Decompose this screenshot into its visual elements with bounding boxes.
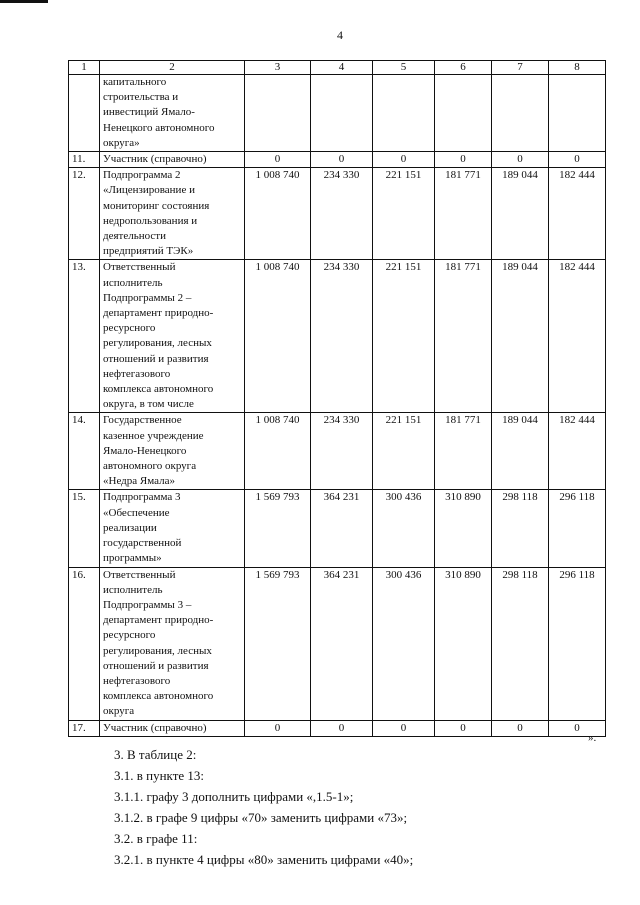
value-cell: 221 151 bbox=[373, 413, 435, 490]
value-cell: 1 008 740 bbox=[245, 260, 311, 413]
value-cell: 298 118 bbox=[492, 567, 549, 720]
amendment-line: 3.2.1. в пункте 4 цифры «80» заменить цифрами «40»; bbox=[114, 852, 414, 867]
value-cell: 182 444 bbox=[549, 260, 606, 413]
value-cell bbox=[373, 75, 435, 152]
row-description: Государственное казенное учреждение Ямало-Ненецкого автономного округа «Недра Ямала» bbox=[100, 413, 245, 490]
value-cell: 189 044 bbox=[492, 168, 549, 260]
value-cell: 0 bbox=[311, 152, 373, 168]
row-number bbox=[69, 75, 100, 152]
value-cell: 221 151 bbox=[373, 168, 435, 260]
table-row bbox=[69, 168, 606, 260]
table-row bbox=[69, 75, 606, 152]
value-cell: 298 118 bbox=[492, 490, 549, 567]
value-cell: 300 436 bbox=[373, 490, 435, 567]
value-cell: 0 bbox=[245, 152, 311, 168]
amendment-line: 3. В таблице 2: bbox=[114, 747, 197, 762]
value-cell: 296 118 bbox=[549, 567, 606, 720]
value-cell bbox=[245, 75, 311, 152]
row-description: Ответственный исполнитель Подпрограммы 2 – департамент природно- ресурсного регулирования, лесных отношений и развития нефтегазового комплекса автономного округа, в том числе bbox=[100, 260, 245, 413]
row-number: 12. bbox=[69, 168, 100, 260]
value-cell: 0 bbox=[549, 720, 606, 736]
value-cell: 182 444 bbox=[549, 413, 606, 490]
value-cell: 300 436 bbox=[373, 567, 435, 720]
row-number: 15. bbox=[69, 490, 100, 567]
table-body bbox=[69, 75, 606, 737]
value-cell: 0 bbox=[492, 152, 549, 168]
row-description: капитального строительства и инвестиций Ямало- Ненецкого автономного округа» bbox=[100, 75, 245, 152]
row-description: Участник (справочно) bbox=[100, 720, 245, 736]
amendment-list bbox=[114, 744, 413, 870]
table-row bbox=[69, 567, 606, 720]
value-cell: 221 151 bbox=[373, 260, 435, 413]
column-header: 8 bbox=[549, 61, 606, 75]
value-cell: 0 bbox=[373, 720, 435, 736]
value-cell: 0 bbox=[245, 720, 311, 736]
row-number: 14. bbox=[69, 413, 100, 490]
value-cell bbox=[311, 75, 373, 152]
row-description: Подпрограмма 2 «Лицензирование и мониторинг состояния недропользования и деятельности предприятий ТЭК» bbox=[100, 168, 245, 260]
value-cell: 181 771 bbox=[435, 260, 492, 413]
table-row bbox=[69, 490, 606, 567]
value-cell: 234 330 bbox=[311, 413, 373, 490]
page-number: 4 bbox=[337, 28, 343, 42]
value-cell: 0 bbox=[435, 152, 492, 168]
closing-quote: ». bbox=[588, 732, 597, 744]
table-row bbox=[69, 152, 606, 168]
column-header: 4 bbox=[311, 61, 373, 75]
table-row bbox=[69, 413, 606, 490]
value-cell: 234 330 bbox=[311, 168, 373, 260]
amendment-line: 3.2. в графе 11: bbox=[114, 831, 198, 846]
column-header: 6 bbox=[435, 61, 492, 75]
value-cell: 181 771 bbox=[435, 168, 492, 260]
column-header: 7 bbox=[492, 61, 549, 75]
column-header: 1 bbox=[69, 61, 100, 75]
row-number: 16. bbox=[69, 567, 100, 720]
value-cell: 0 bbox=[492, 720, 549, 736]
value-cell: 1 569 793 bbox=[245, 490, 311, 567]
amendment-line: 3.1. в пункте 13: bbox=[114, 768, 205, 783]
value-cell: 181 771 bbox=[435, 413, 492, 490]
table-header-row bbox=[69, 61, 606, 75]
value-cell: 0 bbox=[435, 720, 492, 736]
column-header: 3 bbox=[245, 61, 311, 75]
value-cell: 0 bbox=[373, 152, 435, 168]
value-cell: 364 231 bbox=[311, 490, 373, 567]
column-header: 5 bbox=[373, 61, 435, 75]
value-cell: 189 044 bbox=[492, 260, 549, 413]
row-number: 11. bbox=[69, 152, 100, 168]
value-cell bbox=[435, 75, 492, 152]
amendment-line: 3.1.2. в графе 9 цифры «70» заменить цифрами «73»; bbox=[114, 810, 408, 825]
value-cell: 234 330 bbox=[311, 260, 373, 413]
budget-table bbox=[68, 60, 606, 737]
value-cell: 1 569 793 bbox=[245, 567, 311, 720]
value-cell: 364 231 bbox=[311, 567, 373, 720]
row-number: 17. bbox=[69, 720, 100, 736]
row-description: Участник (справочно) bbox=[100, 152, 245, 168]
row-description: Подпрограмма 3 «Обеспечение реализации государственной программы» bbox=[100, 490, 245, 567]
value-cell: 0 bbox=[549, 152, 606, 168]
value-cell: 0 bbox=[311, 720, 373, 736]
value-cell: 310 890 bbox=[435, 567, 492, 720]
value-cell: 296 118 bbox=[549, 490, 606, 567]
value-cell: 1 008 740 bbox=[245, 413, 311, 490]
value-cell: 1 008 740 bbox=[245, 168, 311, 260]
row-description: Ответственный исполнитель Подпрограммы 3 – департамент природно- ресурсного регулирования, лесных отношений и развития нефтегазового комплекса автономного округа bbox=[100, 567, 245, 720]
corner-mark bbox=[0, 0, 48, 3]
column-header: 2 bbox=[100, 61, 245, 75]
value-cell bbox=[492, 75, 549, 152]
value-cell bbox=[549, 75, 606, 152]
table-row bbox=[69, 260, 606, 413]
value-cell: 310 890 bbox=[435, 490, 492, 567]
row-number: 13. bbox=[69, 260, 100, 413]
amendment-line: 3.1.1. графу 3 дополнить цифрами «,1.5-1»; bbox=[114, 789, 354, 804]
value-cell: 182 444 bbox=[549, 168, 606, 260]
value-cell: 189 044 bbox=[492, 413, 549, 490]
table-row bbox=[69, 720, 606, 736]
